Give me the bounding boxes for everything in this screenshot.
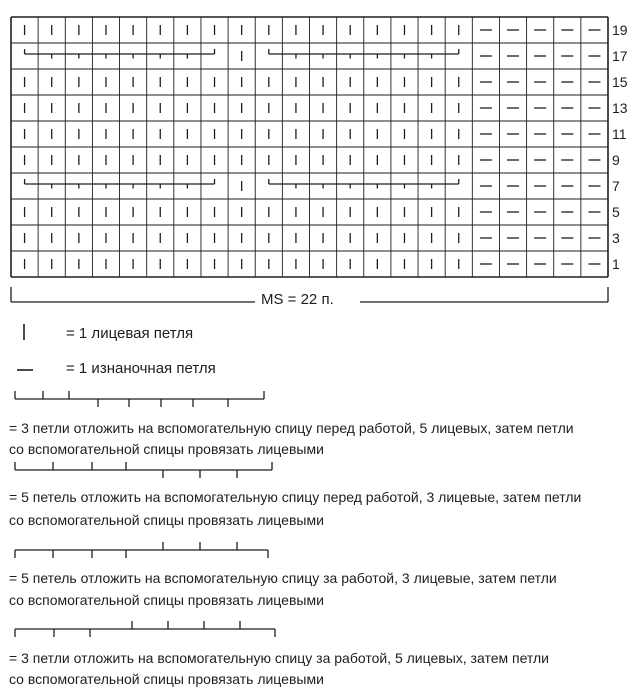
chart-cables [25, 49, 459, 189]
legend-cable-1-line1: = 3 петли отложить на вспомогательную спицу перед работой, 5 лицевых, затем петли [9, 420, 574, 436]
legend-knit-text: = 1 лицевая петля [66, 325, 194, 342]
row-number: 15 [612, 74, 628, 90]
legend-purl-text: = 1 изнаночная петля [66, 360, 216, 377]
legend-cable-2-line1: = 5 петель отложить на вспомогательную спицу перед работой, 3 лицевые, затем петли [9, 489, 582, 505]
legend-cable-3-line1: = 5 петель отложить на вспомогательную спицу за работой, 3 лицевые, затем петли [9, 570, 557, 586]
row-number: 3 [612, 230, 620, 246]
row-number: 19 [612, 22, 628, 38]
legend-cable-3-line2: со вспомогательной спицы провязать лицевыми [9, 592, 324, 608]
repeat-label: MS = 22 п. [258, 292, 337, 308]
row-number: 11 [612, 126, 627, 142]
row-number: 1 [612, 256, 620, 272]
row-number: 13 [612, 100, 628, 116]
row-number: 9 [612, 152, 620, 168]
legend-cable-4-line2: со вспомогательной спицы провязать лицевыми [9, 671, 324, 687]
row-number: 7 [612, 178, 620, 194]
row-number: 17 [612, 48, 628, 64]
legend-cable-1-line2: со вспомогательной спицы провязать лицевыми [9, 441, 324, 457]
legend-cable-2-line2: со вспомогательной спицы провязать лицевыми [9, 512, 324, 528]
row-number: 5 [612, 204, 620, 220]
legend-cable-4-line1: = 3 петли отложить на вспомогательную спицу за работой, 5 лицевых, затем петли [9, 650, 550, 666]
